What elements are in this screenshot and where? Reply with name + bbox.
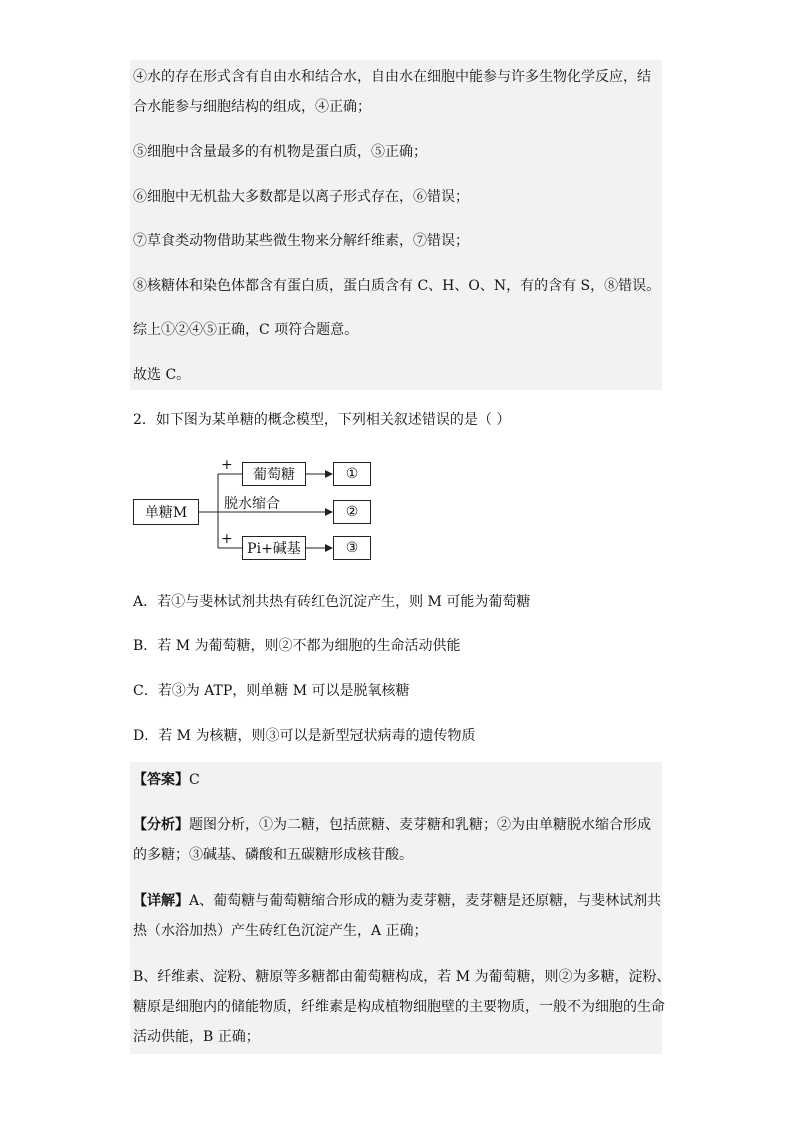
detail-line-1 (133, 891, 661, 911)
detail-label: 【详解】 (133, 893, 189, 909)
analysis-label: 【分析】 (133, 817, 189, 833)
option-b: B．若 M 为葡萄糖，则②不都为细胞的生命活动供能 (133, 638, 461, 654)
detail-text-1: A、葡萄糖与葡萄糖缩合形成的糖为麦芽糖，麦芽糖是还原糖，与斐林试剂共 (189, 893, 662, 909)
source-box: 单糖M (133, 499, 199, 525)
prev-line-1: ④水的存在形式含有自由水和结合水，自由水在细胞中能参与许多生物化学反应，结 (133, 69, 651, 85)
plus-top-label: + (221, 457, 233, 473)
question-stem: 2．如下图为某单糖的概念模型，下列相关叙述错误的是（ ） (133, 412, 511, 428)
pi-base-box: Pi+碱基 (242, 536, 306, 560)
prev-line-5: ⑦草食类动物借助某些微生物来分解纤维素，⑦错误； (133, 233, 469, 249)
analysis-line-2: 的多糖；③碱基、磷酸和五碳糖形成核苷酸。 (133, 847, 413, 863)
dehydration-label: 脱水缩合 (224, 496, 280, 512)
option-c: C．若③为 ATP，则单糖 M 可以是脱氧核糖 (133, 683, 410, 699)
concept-model-diagram (130, 455, 380, 565)
prev-line-3: ⑤细胞中含量最多的有机物是蛋白质，⑤正确； (133, 144, 427, 160)
prev-line-8: 故选 C。 (133, 367, 191, 383)
prev-line-4: ⑥细胞中无机盐大多数都是以离子形式存在，⑥错误； (133, 189, 469, 205)
prev-line-2: 合水能参与细胞结构的组成，④正确； (133, 99, 371, 115)
prev-line-6: ⑧核糖体和染色体都含有蛋白质，蛋白质含有 C、H、O、N，有的含有 S，⑧错误。 (133, 278, 661, 294)
option-d: D．若 M 为核糖，则③可以是新型冠状病毒的遗传物质 (133, 728, 476, 744)
detail-line-2: 热（水浴加热）产生砖红色沉淀产生，A 正确； (133, 923, 428, 939)
output-1-box: ① (333, 462, 371, 486)
detail-line-3: B、纤维素、淀粉、糖原等多糖都由葡萄糖构成，若 M 为葡萄糖，则②为多糖，淀粉、 (133, 969, 671, 985)
analysis-text-1: 题图分析，①为二糖，包括蔗糖、麦芽糖和乳糖；②为由单糖脱水缩合形成 (189, 817, 651, 833)
answer-value: C (189, 772, 200, 788)
output-3-box: ③ (333, 536, 371, 560)
glucose-box: 葡萄糖 (242, 462, 306, 486)
option-a: A．若①与斐林试剂共热有砖红色沉淀产生，则 M 可能为葡萄糖 (133, 594, 531, 610)
plus-bottom-label: + (221, 531, 233, 547)
prev-line-7: 综上①②④⑤正确，C 项符合题意。 (133, 322, 359, 338)
answer-label: 【答案】 (133, 772, 189, 788)
answer-line (133, 770, 200, 790)
analysis-line-1 (133, 815, 651, 835)
detail-line-5: 活动供能，B 正确； (133, 1029, 260, 1045)
output-2-box: ② (333, 500, 371, 524)
detail-line-4: 糖原是细胞内的储能物质，纤维素是构成植物细胞壁的主要物质，一般不为细胞的生命 (133, 999, 665, 1015)
